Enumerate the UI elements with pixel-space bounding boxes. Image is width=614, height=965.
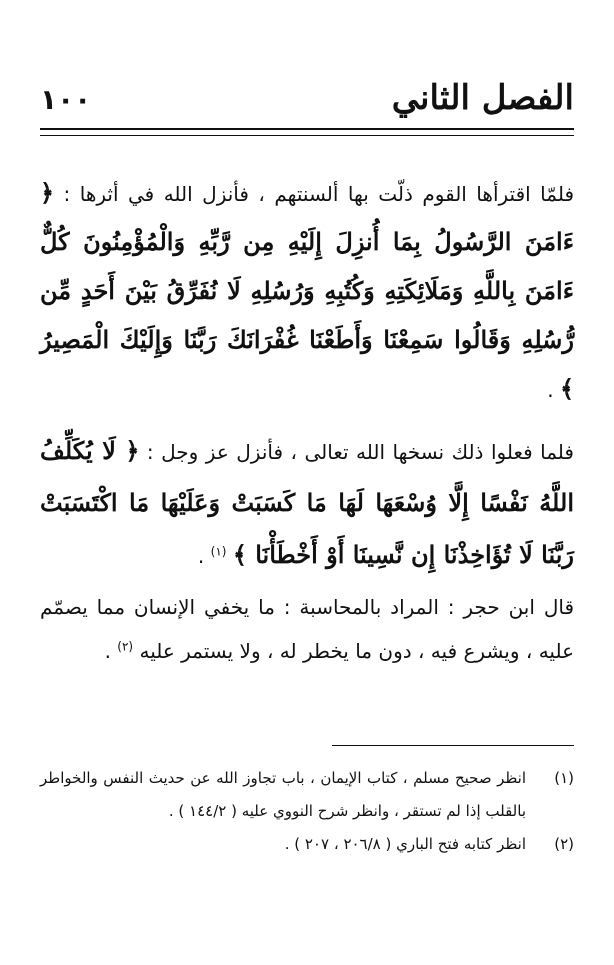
footnote-2-text: انظر كتابه فتح الباري ( ٢٠٦/٨ ، ٢٠٧ ) . bbox=[284, 835, 526, 853]
footnote-2-number: (٢) bbox=[554, 835, 574, 853]
quran-verse-2: ﴿ لَا يُكَلِّفُ اللَّهُ نَفْسًا إِلَّا وُسْعَهَا لَهَا مَا كَسَبَتْ وَعَلَيْهَا مَا اكْتَسَبَتْ رَبَّنَا لَا تُؤَاخِذْنَا إِن نَّسِينَا أَوْ أَخْطَأْنَا ﴾ bbox=[40, 436, 574, 569]
footnote-ref-1: (١) bbox=[210, 544, 227, 559]
page-header bbox=[40, 78, 574, 128]
paragraph-2-intro: فلما فعلوا ذلك نسخها الله تعالى ، فأنزل عز وجل : bbox=[146, 440, 574, 464]
paragraph-3-text: قال ابن حجر : المراد بالمحاسبة : ما يخفي الإنسان مما يصمّم عليه ، ويشرع فيه ، دون ما يخطر له ، ولا يستمر عليه bbox=[40, 595, 574, 663]
footnote-2 bbox=[40, 828, 574, 861]
paragraph-3 bbox=[40, 585, 574, 673]
chapter-title: الفصل الثاني bbox=[391, 78, 574, 118]
paragraph-2-end: . bbox=[197, 544, 211, 568]
paragraph-2 bbox=[40, 425, 574, 581]
footnote-rule bbox=[332, 745, 574, 746]
footnote-1-text: انظر صحيح مسلم ، كتاب الإيمان ، باب تجاوز الله عن حديث النفس والخواطر بالقلب إذا لم تستقر ، وانظر شرح النووي عليه ( ١٤٤/٢ ) . bbox=[40, 769, 526, 820]
paragraph-3-end: . bbox=[104, 639, 118, 663]
paragraph-1 bbox=[40, 168, 574, 413]
footnote-1 bbox=[40, 762, 574, 828]
header-rule bbox=[40, 128, 574, 136]
page-number: ١٠٠ bbox=[40, 83, 92, 116]
footnote-ref-2: (٢) bbox=[117, 639, 134, 654]
quran-verse-1: ﴿ ءَامَنَ الرَّسُولُ بِمَا أُنزِلَ إِلَيْهِ مِن رَّبِّهِ وَالْمُؤْمِنُونَ كُلٌّ ءَامَنَ بِاللَّهِ وَمَلَائِكَتِهِ وَكُتُبِهِ وَرُسُلِهِ لَا نُفَرِّقُ بَيْنَ أَحَدٍ مِّن رُّسُلِهِ وَقَالُوا سَمِعْنَا وَأَطَعْنَا غُفْرَانَكَ رَبَّنَا وَإِلَيْكَ الْمَصِيرُ ﴾ bbox=[40, 178, 574, 403]
footnote-1-number: (١) bbox=[554, 769, 574, 787]
paragraph-1-end: . bbox=[547, 378, 560, 402]
paragraph-1-intro: فلمّا اقترأها القوم ذلّت بها ألسنتهم ، فأنزل الله في أثرها : bbox=[63, 182, 574, 206]
footnotes bbox=[40, 762, 574, 861]
